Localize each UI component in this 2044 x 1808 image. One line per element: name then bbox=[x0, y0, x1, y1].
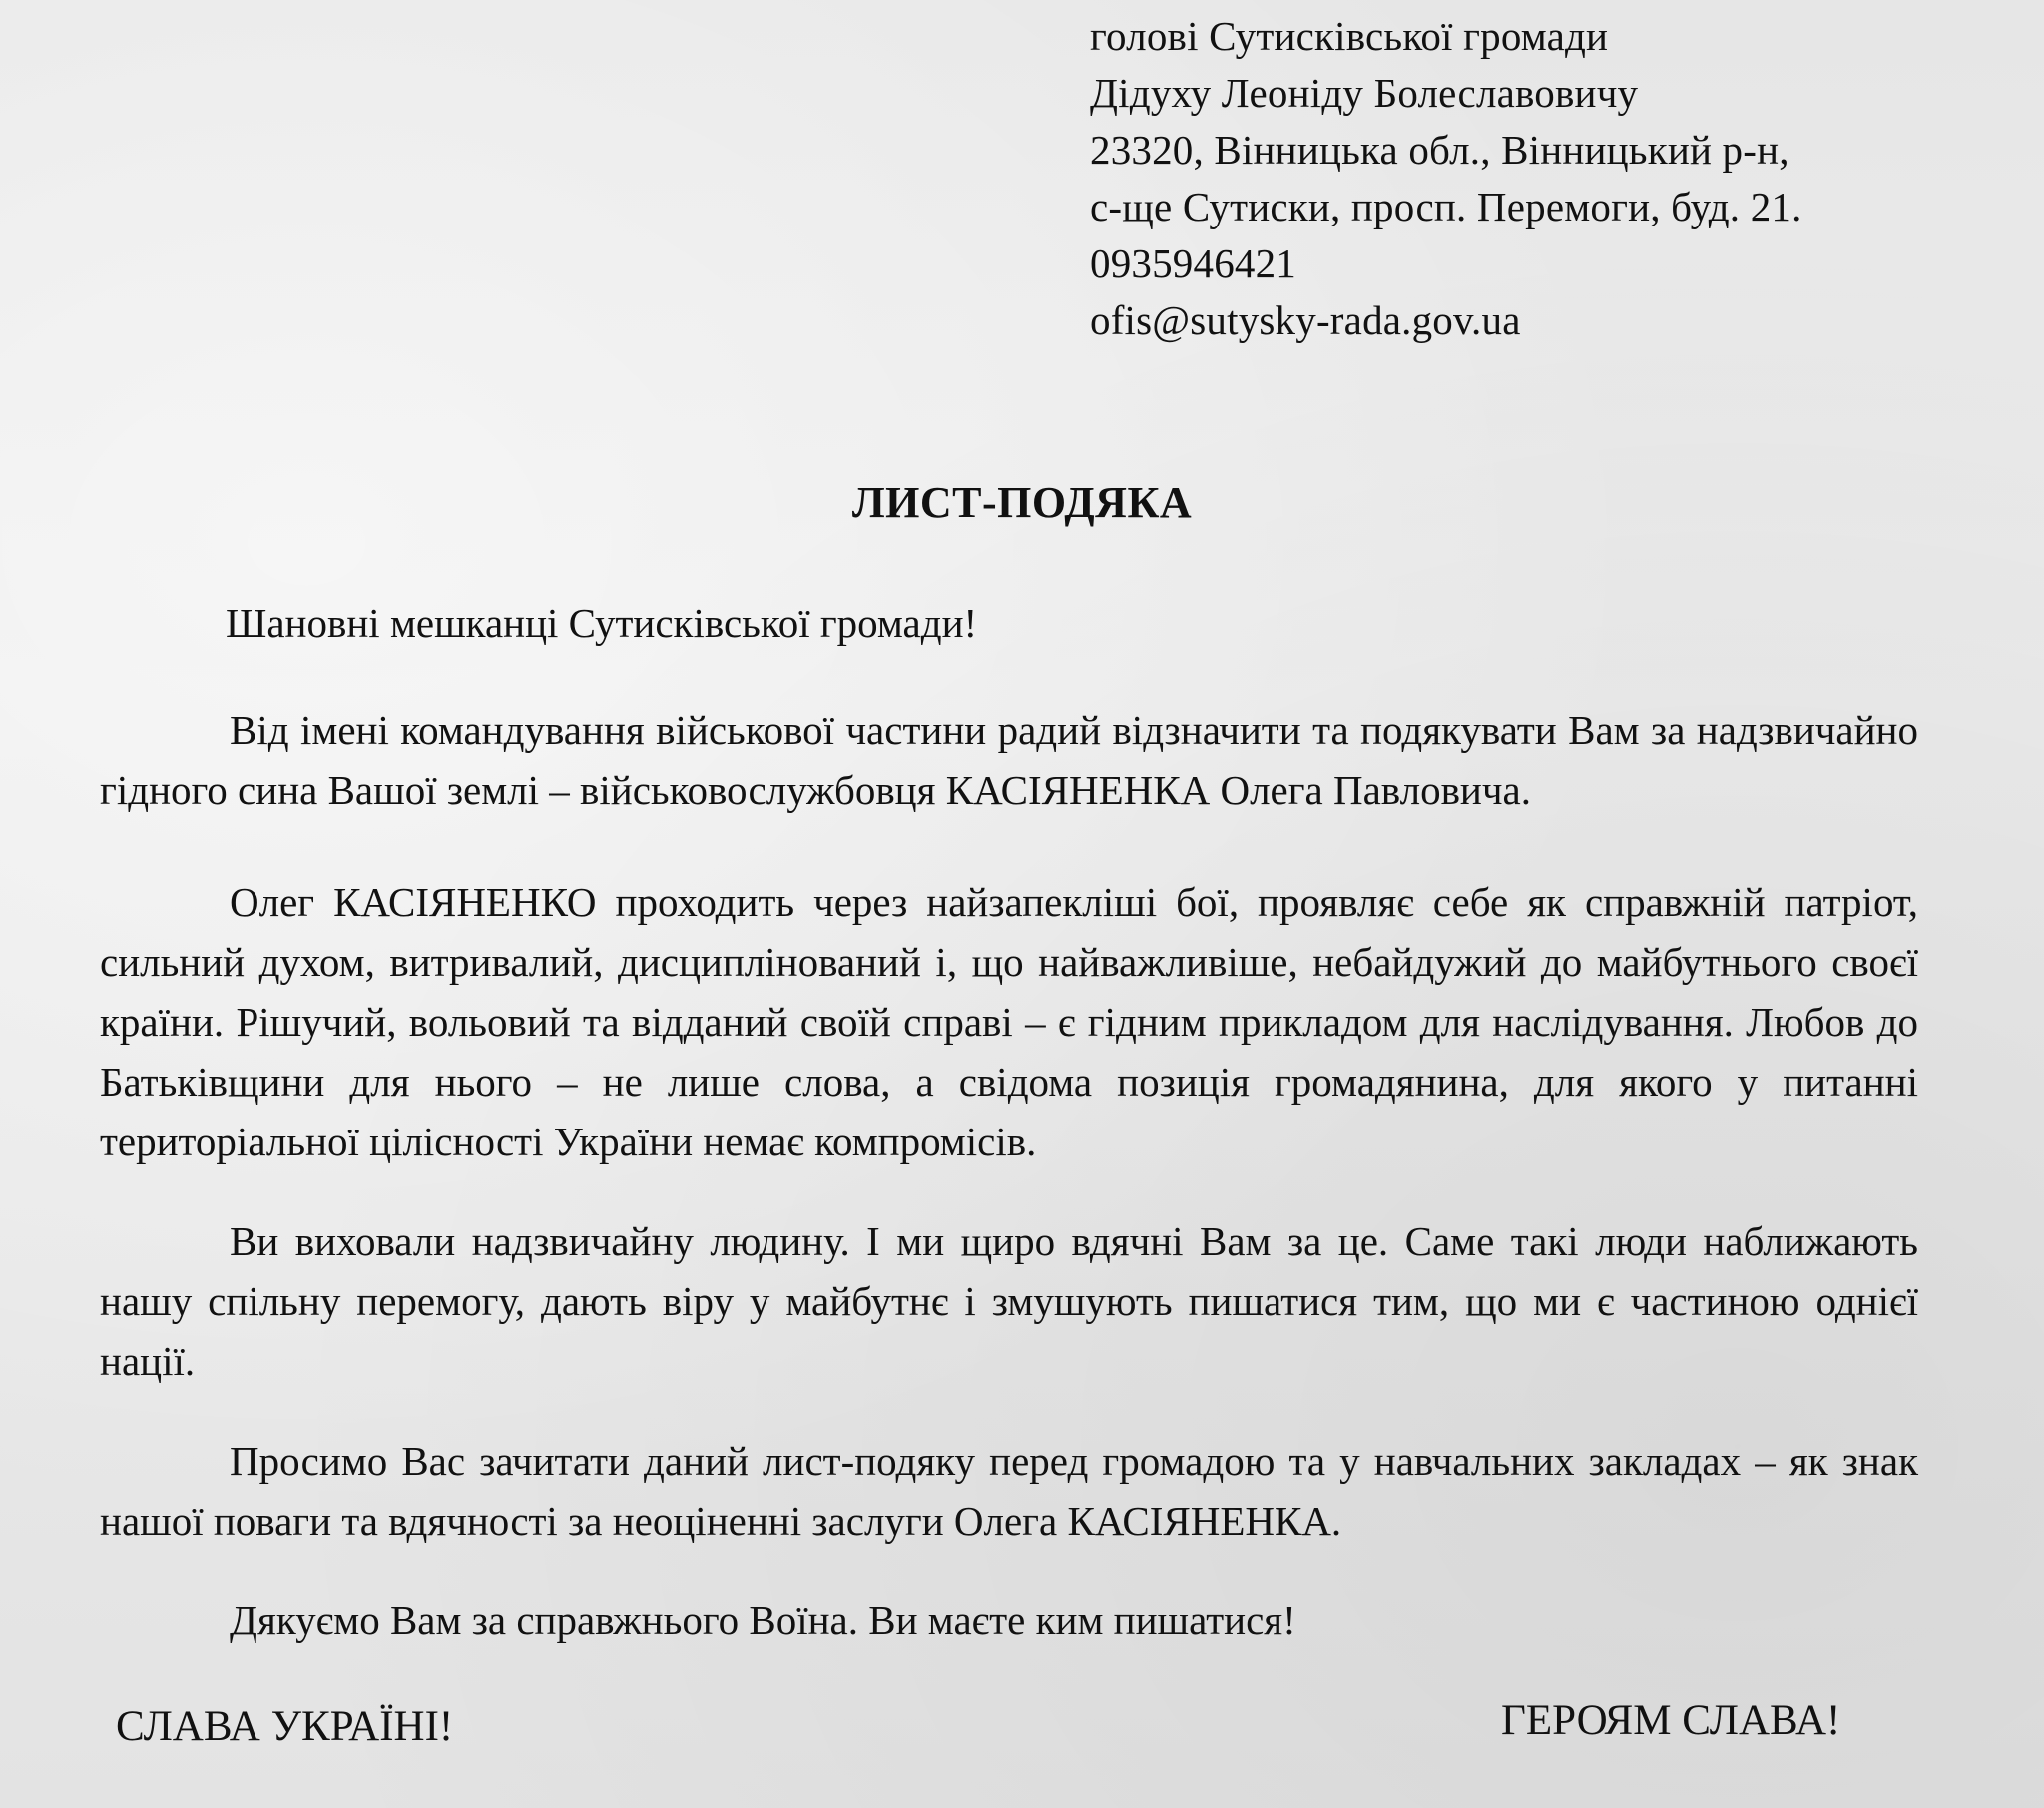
letter-title: ЛИСТ-ПОДЯКА bbox=[851, 478, 1193, 527]
closing-heroyam-slava: ГЕРОЯМ СЛАВА! bbox=[1501, 1697, 1841, 1744]
recipient-line-street: с-ще Сутиски, просп. Перемоги, буд. 21. bbox=[1090, 184, 1802, 229]
recipient-line-email: ofis@sutysky-rada.gov.ua bbox=[1090, 297, 1521, 343]
closing-slava-ukraini: СЛАВА УКРАЇНІ! bbox=[116, 1703, 454, 1750]
recipient-line-address: 23320, Вінницька обл., Вінницький р-н, bbox=[1090, 127, 1789, 173]
paragraph-thanks: Дякуємо Вам за справжнього Воїна. Ви маєте ким пишатися! bbox=[230, 1597, 1296, 1643]
recipient-line-phone: 0935946421 bbox=[1090, 240, 1296, 286]
paragraph-gratitude: Ви виховали надзвичайну людину. І ми щиро вдячні Вам за це. Саме такі люди наближають нашу спільну перемогу, дають віру у майбутнє і змушують пишатися тим, що ми є частиною однієї нації. bbox=[100, 1218, 1918, 1384]
recipient-line-name: Дідуху Леоніду Болеславовичу bbox=[1090, 70, 1639, 116]
recipient-address-block bbox=[1090, 8, 1988, 349]
recipient-line-title: голові Сутисківської громади bbox=[1090, 13, 1609, 59]
paragraph-character: Олег КАСІЯНЕНКО проходить через найзапекліші бої, проявляє себе як справжній патріот, сильний духом, витривалий, дисциплінований і, що найважливіше, небайдужий до майбутнього своєї країни. Рішучий, вольовий та відданий своїй справі – є гідним прикладом для наслідування. Любов до Батьківщини для нього – не лише слова, а свідома позиція громадянина, для якого у питанні територіальної цілісності України немає компромісів. bbox=[100, 879, 1918, 1164]
paragraph-introduction: Від імені командування військової частини радий відзначити та подякувати Вам за надзвичайно гідного сина Вашої землі – військовослужбовця КАСІЯНЕНКА Олега Павловича. bbox=[100, 707, 1918, 813]
letter-greeting: Шановні мешканці Сутисківської громади! bbox=[226, 600, 978, 646]
paragraph-request: Просимо Вас зачитати даний лист-подяку перед громадою та у навчальних закладах – як знак нашої поваги та вдячності за неоціненні заслуги Олега КАСІЯНЕНКА. bbox=[100, 1438, 1918, 1544]
